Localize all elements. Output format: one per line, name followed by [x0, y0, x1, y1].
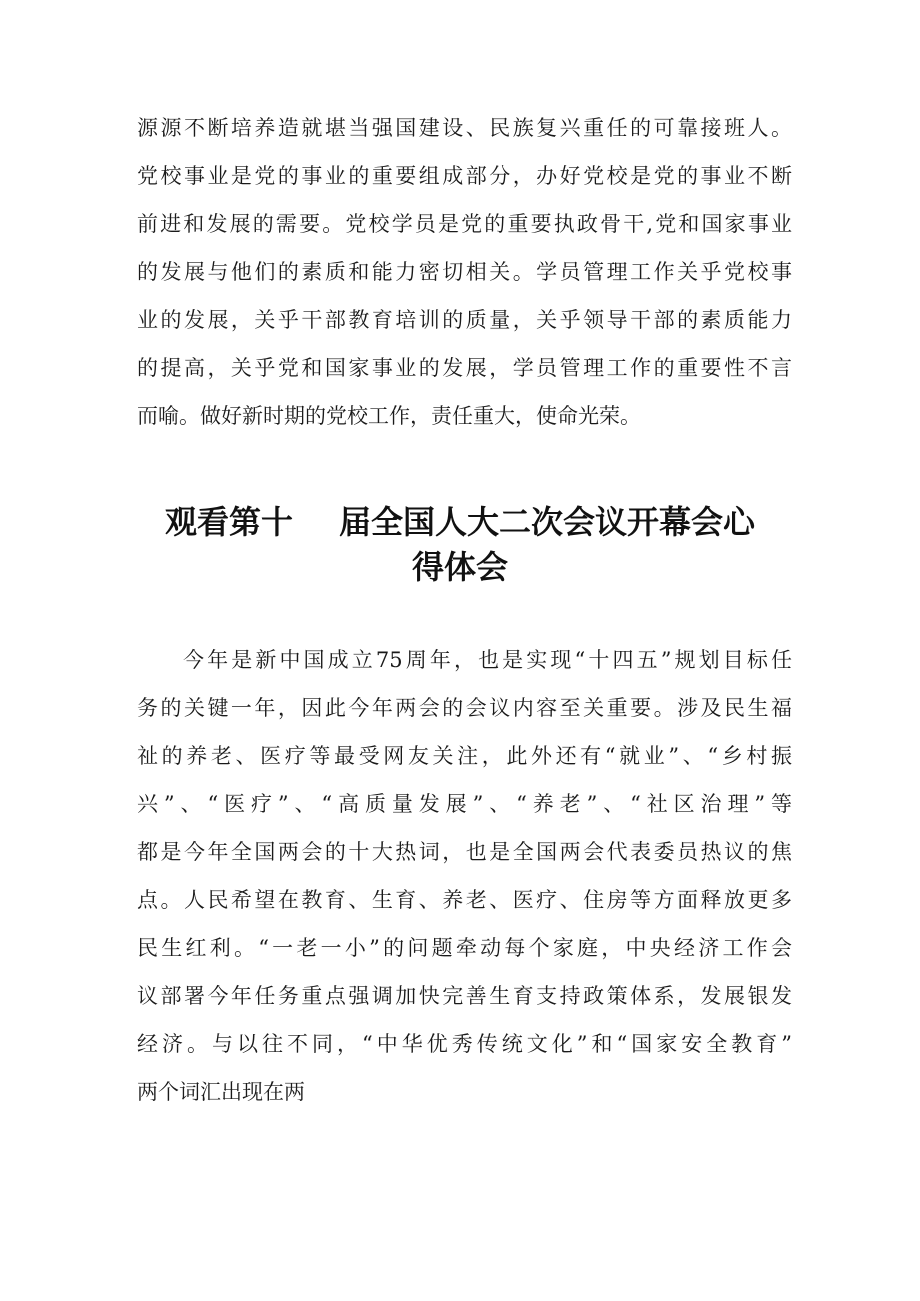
text-line: 的发展与他们的素质和能力密切相关。学员管理工作关乎党校事 — [137, 260, 792, 284]
text-line: 兴”、“医疗”、“高质量发展”、“养老”、“社区治理”等 — [137, 792, 792, 816]
text-line: 点。人民希望在教育、生育、养老、医疗、住房等方面释放更多 — [137, 888, 792, 912]
heading-part-1: 观看第十 — [164, 503, 293, 541]
body-paragraph — [137, 636, 792, 1116]
text-line: 而喻。做好新时期的党校工作，责任重大，使命光荣。 — [137, 404, 641, 428]
text-line: 的提高，关乎党和国家事业的发展，学员管理工作的重要性不言 — [137, 356, 792, 380]
heading-line-2: 得体会 — [411, 548, 508, 586]
text-line: 议部署今年任务重点强调加快完善生育支持政策体系，发展银发 — [137, 984, 792, 1008]
text-line: 祉的养老、医疗等最受网友关注，此外还有“就业”、“乡村振 — [137, 744, 792, 768]
text-line: 两个词汇出现在两 — [137, 1080, 305, 1104]
text-line: 都是今年全国两会的十大热词，也是全国两会代表委员热议的焦 — [137, 840, 792, 864]
text-line: 今年是新中国成立75周年，也是实现“十四五”规划目标任 — [183, 648, 792, 672]
text-line: 经济。与以往不同，“中华优秀传统文化”和“国家安全教育” — [137, 1032, 792, 1056]
text-line: 前进和发展的需要。党校学员是党的重要执政骨干,党和国家事业 — [137, 212, 792, 236]
text-line: 源源不断培养造就堪当强国建设、民族复兴重任的可靠接班人。 — [137, 116, 792, 140]
text-line: 业的发展，关乎干部教育培训的质量，关乎领导干部的素质能力 — [137, 308, 792, 332]
text-line: 党校事业是党的事业的重要组成部分，办好党校是党的事业不断 — [137, 164, 792, 188]
heading-part-2: 届全国人大二次会议开幕会心 — [339, 503, 756, 541]
text-line: 务的关键一年，因此今年两会的会议内容至关重要。涉及民生福 — [137, 696, 792, 720]
text-line: 民生红利。“一老一小”的问题牵动每个家庭，中央经济工作会 — [137, 936, 792, 960]
heading-line-1 — [80, 500, 840, 545]
top-paragraph — [137, 104, 792, 440]
